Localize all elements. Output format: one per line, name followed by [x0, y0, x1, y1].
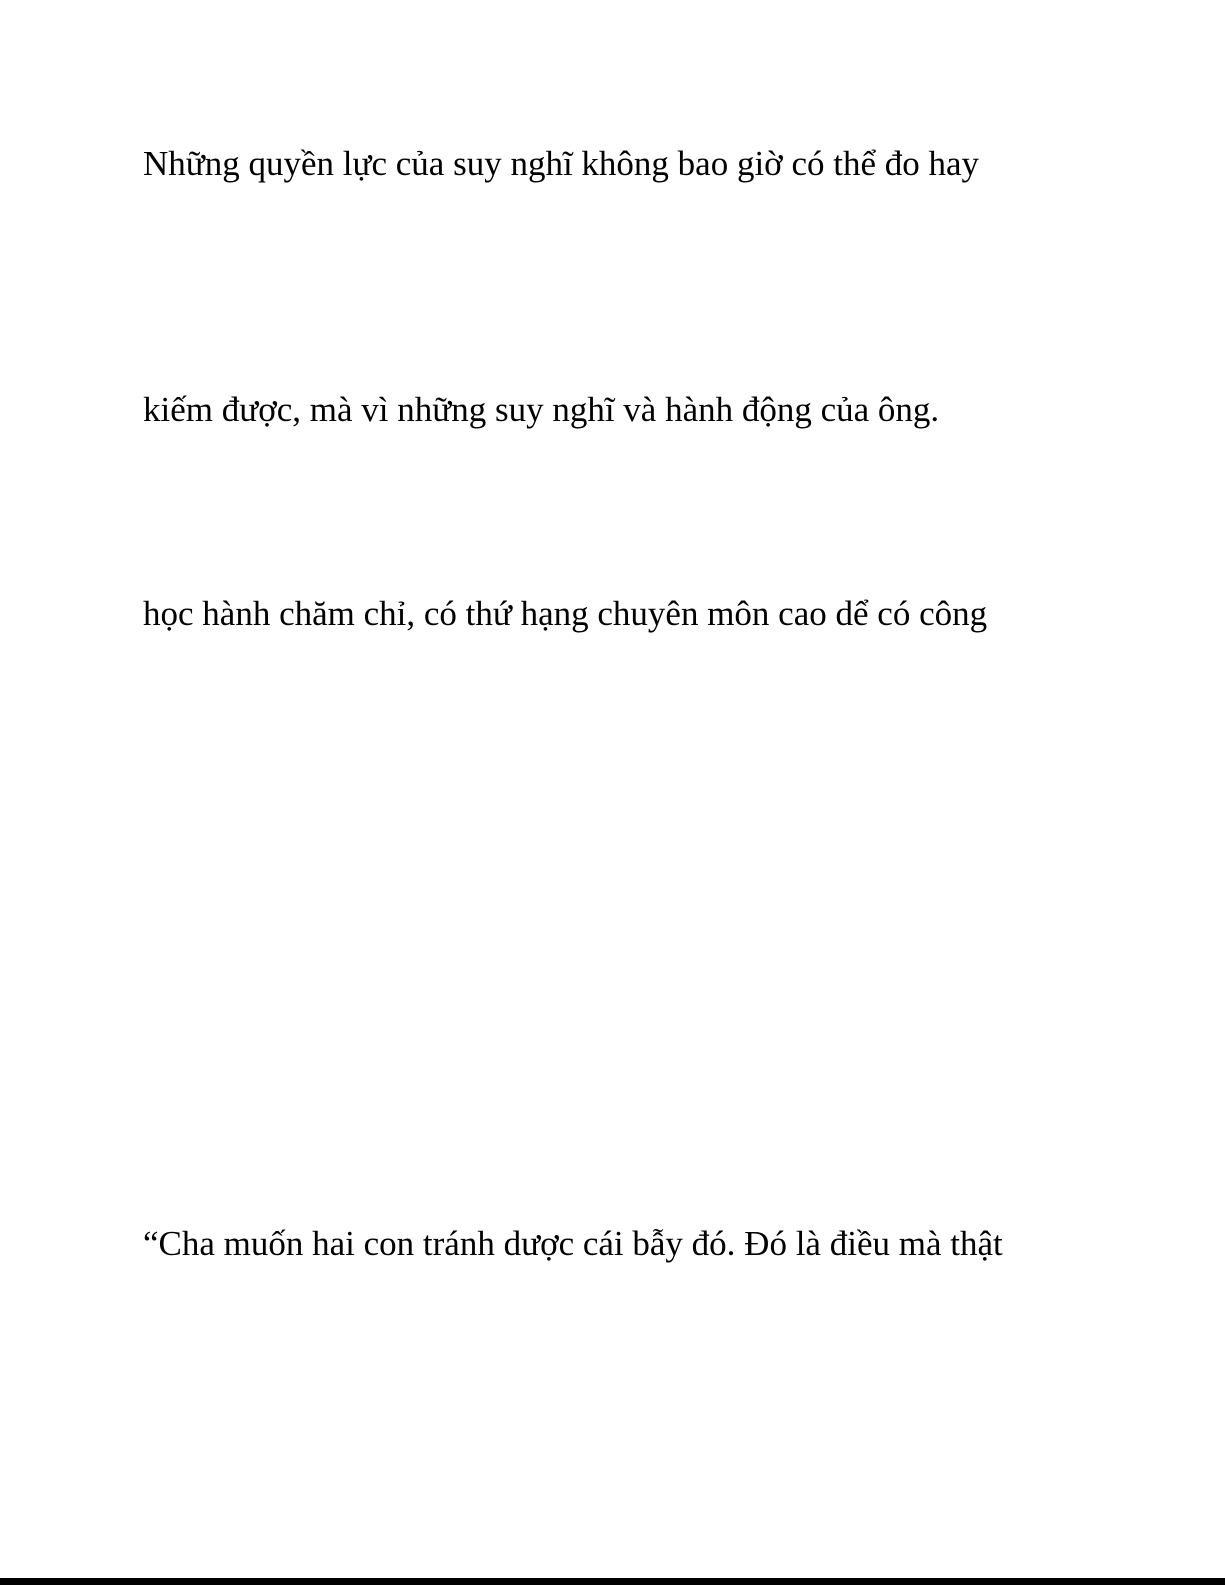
- text-line-2: kiếm được, mà vì những suy nghĩ và hành động của ông.: [143, 390, 940, 429]
- text-line-3: học hành chăm chỉ, có thứ hạng chuyên môn cao dể có công: [143, 594, 988, 633]
- text-line-4: “Cha muốn hai con tránh dược cái bẫy đó. Đó là điều mà thật: [143, 1224, 1003, 1263]
- page-bottom-border: [0, 1578, 1225, 1585]
- text-line-1: Những quyền lực của suy nghĩ không bao giờ có thể đo hay: [143, 144, 980, 183]
